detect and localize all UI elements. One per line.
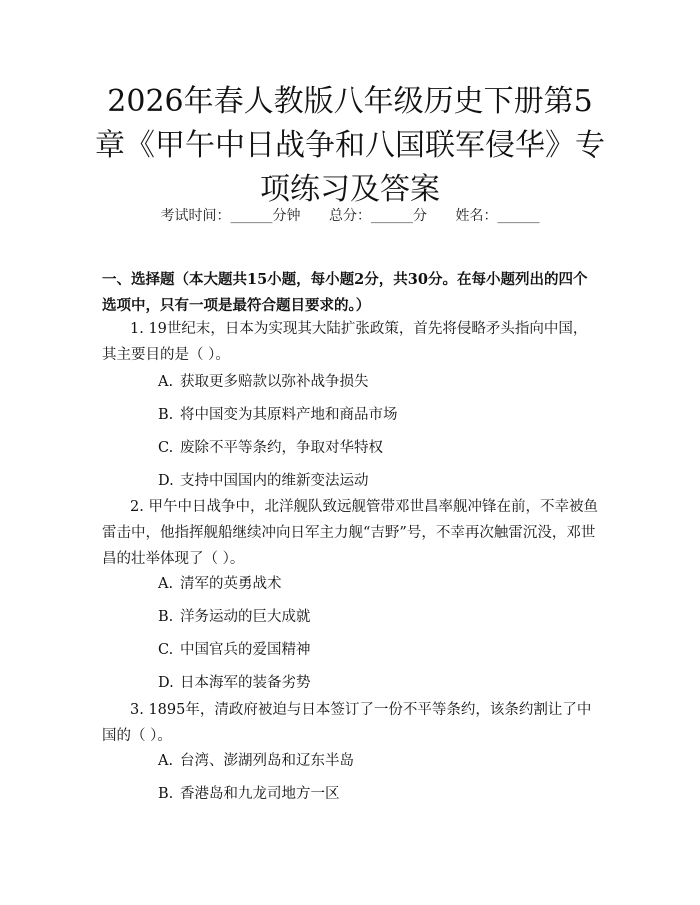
option-letter: C. xyxy=(158,440,174,456)
option-letter: A. xyxy=(158,753,174,769)
option-text: 台湾、澎湖列岛和辽东半岛 xyxy=(180,753,354,769)
option-text: 支持中国国内的维新变法运动 xyxy=(180,473,369,489)
option-text: 洋务运动的巨大成就 xyxy=(180,609,311,625)
option-text: 日本海军的装备劣势 xyxy=(180,675,311,691)
question-2-option-d xyxy=(158,673,311,693)
option-letter: B. xyxy=(158,786,174,802)
question-3-option-a xyxy=(158,751,354,771)
question-1-option-d xyxy=(158,471,369,491)
option-text: 香港岛和九龙司地方一区 xyxy=(180,786,340,802)
exam-info-line xyxy=(0,205,700,225)
option-letter: B. xyxy=(158,407,174,423)
question-3-option-b xyxy=(158,784,340,804)
option-letter: C. xyxy=(158,642,174,658)
question-stem-2: 2. 甲午中日战争中，北洋舰队致远舰管带邓世昌率舰冲锋在前，不幸被鱼雷击中，他指挥舰船继续冲向日军主力舰“吉野”号，不幸再次触雷沉没，邓世昌的壮举体现了（ ）。 xyxy=(102,499,598,567)
question-2-option-c xyxy=(158,640,311,660)
option-letter: D. xyxy=(158,675,174,691)
question-1-option-a xyxy=(158,372,369,392)
option-letter: A. xyxy=(158,374,174,390)
option-letter: D. xyxy=(158,473,174,489)
name-label: 姓名：______ xyxy=(455,208,540,224)
question-1-option-b xyxy=(158,405,398,425)
option-text: 将中国变为其原料产地和商品市场 xyxy=(180,407,398,423)
option-text: 中国官兵的爱国精神 xyxy=(180,642,311,658)
question-2-option-b xyxy=(158,607,311,627)
document-title: 2026年春人教版八年级历史下册第5章《甲午中日战争和八国联军侵华》专项练习及答案 xyxy=(95,84,605,207)
section-heading: 一、选择题（本大题共15小题，每小题2分，共30分。在每小题列出的四个选项中，只有一项是最符合题目要求的。） xyxy=(102,271,588,314)
option-text: 废除不平等条约，争取对华特权 xyxy=(180,440,383,456)
exam-time-label: 考试时间：______分钟 xyxy=(160,208,301,224)
question-2-option-a xyxy=(158,574,282,594)
question-1-option-c xyxy=(158,438,383,458)
question-stem-3: 3. 1895年，清政府被迫与日本签订了一份不平等条约，该条约割让了中国的（ ）。 xyxy=(102,702,592,744)
option-letter: B. xyxy=(158,609,174,625)
option-text: 获取更多赔款以弥补战争损失 xyxy=(180,374,369,390)
question-stem-1: 1. 19世纪末，日本为实现其大陆扩张政策，首先将侵略矛头指向中国，其主要目的是（ ）。 xyxy=(102,321,588,363)
option-text: 清军的英勇战术 xyxy=(180,576,282,592)
total-score-label: 总分：______分 xyxy=(329,208,427,224)
option-letter: A. xyxy=(158,576,174,592)
